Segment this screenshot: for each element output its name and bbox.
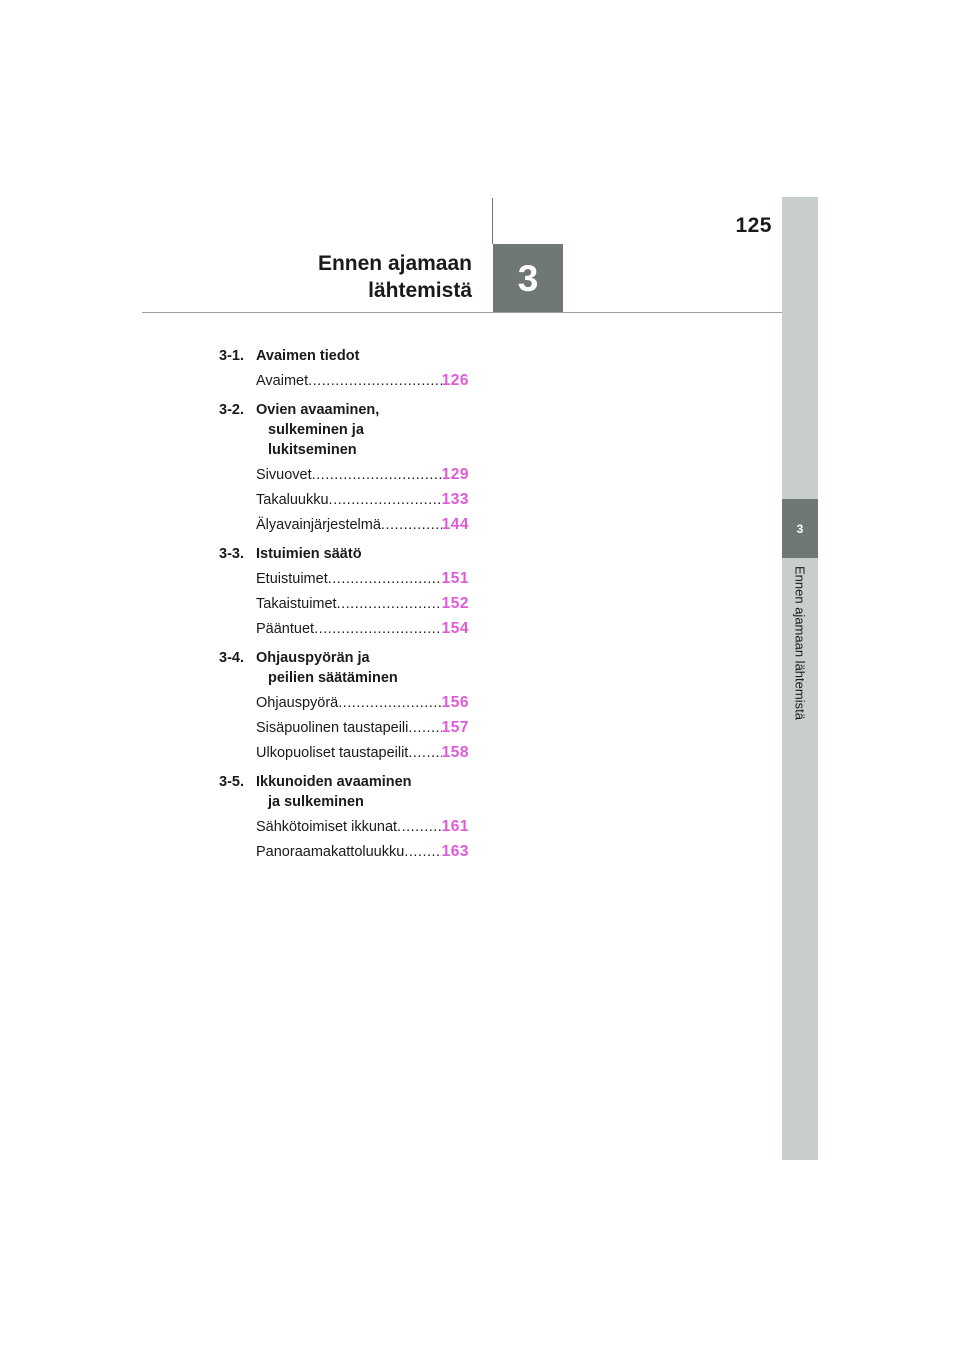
toc-entry-leader xyxy=(397,817,442,837)
toc-section-title-line: Ovien avaaminen, xyxy=(256,402,380,418)
toc-entry-page-link[interactable]: 151 xyxy=(441,570,469,587)
toc-entry-label: Sivuovet xyxy=(256,467,312,483)
chapter-title xyxy=(318,250,472,304)
toc-entry-leader xyxy=(338,693,441,713)
toc-entry[interactable] xyxy=(256,569,469,589)
toc-section-heading xyxy=(219,648,469,688)
toc-entry-page-link[interactable]: 152 xyxy=(441,595,469,612)
toc-entry[interactable] xyxy=(256,718,469,738)
toc-section-title xyxy=(256,544,362,564)
toc-entry-label: Avaimet xyxy=(256,373,309,389)
toc-entry-page-link[interactable]: 158 xyxy=(441,744,469,761)
toc-entry-leader xyxy=(381,515,442,535)
side-tab-number: 3 xyxy=(782,499,818,558)
toc-entry-leader xyxy=(408,743,441,763)
toc-section-title xyxy=(256,648,398,688)
toc-entry-label: Takaistuimet xyxy=(256,596,337,612)
header-divider-horizontal xyxy=(142,312,782,313)
toc-entry[interactable] xyxy=(256,842,469,862)
toc-entry-page-link[interactable]: 129 xyxy=(441,466,469,483)
toc-section-number: 3-3. xyxy=(219,546,244,562)
toc-section xyxy=(219,648,469,763)
toc-section-number: 3-2. xyxy=(219,402,244,418)
toc-section xyxy=(219,400,469,535)
toc-entry-page-link[interactable]: 157 xyxy=(441,719,469,736)
toc-entry-label: Pääntuet xyxy=(256,621,315,637)
toc-entry-label: Sisäpuolinen taustapeili xyxy=(256,720,409,736)
toc-section xyxy=(219,772,469,862)
toc-entry[interactable] xyxy=(256,594,469,614)
page-number: 125 xyxy=(735,214,772,237)
toc-entry-label: Älyavainjärjestelmä xyxy=(256,517,381,533)
toc-section-heading xyxy=(219,772,469,812)
toc-entry-page-link[interactable]: 144 xyxy=(441,516,469,533)
toc-entry[interactable] xyxy=(256,743,469,763)
toc-section-title-line: lukitseminen xyxy=(268,442,357,458)
toc-entry-page-link[interactable]: 156 xyxy=(441,694,469,711)
toc-section-title-line: Avaimen tiedot xyxy=(256,348,360,364)
toc-entry-label: Sähkötoimiset ikkunat xyxy=(256,819,398,835)
toc-entry-label: Ulkopuoliset taustapeilit xyxy=(256,745,409,761)
toc-entry-leader xyxy=(329,490,442,510)
table-of-contents xyxy=(219,346,469,871)
toc-entry-leader xyxy=(408,718,441,738)
toc-entry-label: Etuistuimet xyxy=(256,571,328,587)
toc-section xyxy=(219,346,469,391)
toc-entry-page-link[interactable]: 154 xyxy=(441,620,469,637)
toc-section-heading xyxy=(219,400,469,460)
toc-section-title xyxy=(256,400,379,460)
side-tab-label: Ennen ajamaan lähtemistä xyxy=(792,566,808,720)
toc-section-heading xyxy=(219,544,469,564)
toc-section-number: 3-4. xyxy=(219,650,244,666)
toc-entry[interactable] xyxy=(256,465,469,485)
toc-entry[interactable] xyxy=(256,371,469,391)
toc-section-title xyxy=(256,346,359,366)
toc-entry-leader xyxy=(308,371,442,391)
toc-section-title-line: sulkeminen ja xyxy=(268,422,364,438)
toc-section-title-line: peilien säätäminen xyxy=(268,670,398,686)
toc-section-title xyxy=(256,772,412,812)
toc-section-title-line: ja sulkeminen xyxy=(268,794,364,810)
toc-entry[interactable] xyxy=(256,817,469,837)
toc-entry[interactable] xyxy=(256,619,469,639)
toc-entry-leader xyxy=(337,594,442,614)
toc-entry-label: Panoraamakattoluukku xyxy=(256,844,405,860)
toc-entry[interactable] xyxy=(256,515,469,535)
toc-entry-leader xyxy=(312,465,442,485)
toc-section-title-line: Ikkunoiden avaaminen xyxy=(256,774,412,790)
toc-entry-leader xyxy=(404,842,441,862)
toc-entry-leader xyxy=(328,569,442,589)
toc-entry[interactable] xyxy=(256,693,469,713)
toc-section xyxy=(219,544,469,639)
toc-section-number: 3-5. xyxy=(219,774,244,790)
toc-entry-page-link[interactable]: 126 xyxy=(441,372,469,389)
toc-entry[interactable] xyxy=(256,490,469,510)
chapter-title-line1: Ennen ajamaan xyxy=(317,252,472,275)
toc-section-title-line: Istuimien säätö xyxy=(256,546,362,562)
toc-section-number: 3-1. xyxy=(219,348,244,364)
toc-section-title-line: Ohjauspyörän ja xyxy=(256,650,370,666)
toc-section-heading xyxy=(219,346,469,366)
toc-entry-leader xyxy=(314,619,442,639)
chapter-number-box: 3 xyxy=(493,244,563,313)
toc-entry-page-link[interactable]: 161 xyxy=(441,818,469,835)
toc-entry-page-link[interactable]: 133 xyxy=(441,491,469,508)
toc-entry-label: Ohjauspyörä xyxy=(256,695,339,711)
toc-entry-label: Takaluukku xyxy=(256,492,329,508)
chapter-title-line2: lähtemistä xyxy=(368,279,472,302)
header-divider-vertical xyxy=(492,198,493,244)
toc-entry-page-link[interactable]: 163 xyxy=(441,843,469,860)
